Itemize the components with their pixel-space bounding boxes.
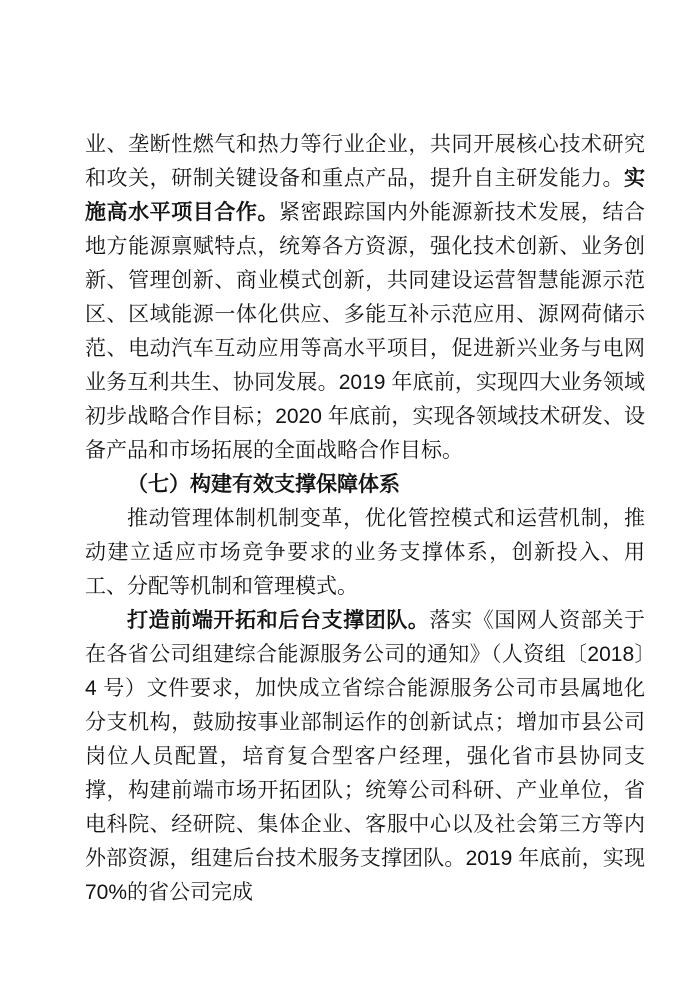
text-run: 落实《国网人资部关于在各省公司组建综合能源服务公司的通知》（人资组〔2018〕4 号）文件要求，加快成立省综合能源服务公司市县属地化分支机构，鼓励按事业部制运作的创新试点；增加市县公司岗位人员配置，培育复合型客户经理，强化省市县协同支撑，构建前端市场开拓团队；统筹公司科研、产业单位，省电科院、经研院、集体企业、客服中心以及社会第三方等内外部资源，组建后台技术服务支撑团队。2019 年底前，实现 70%的省公司完成 <box>85 609 646 904</box>
document-body <box>85 128 645 910</box>
section-heading <box>85 468 645 502</box>
paragraph-teams <box>85 604 645 910</box>
paragraph-continuation <box>85 128 645 468</box>
paragraph-reform <box>85 502 645 604</box>
bold-lead-run: 打造前端开拓和后台支撑团队。 <box>127 609 430 632</box>
text-run: 紧密跟踪国内外能源新技术发展，结合地方能源禀赋特点，统筹各方资源，强化技术创新、业务创新、管理创新、商业模式创新，共同建设运营智慧能源示范区、区域能源一体化供应、多能互补示范应用、源网荷储示范、电动汽车互动应用等高水平项目，促进新兴业务与电网业务互利共生、协同发展。2019 年底前，实现四大业务领域初步战略合作目标；2020 年底前，实现各领域技术研发、设备产品和市场拓展的全面战略合作目标。 <box>85 201 646 462</box>
text-run: 推动管理体制机制变革，优化管控模式和运营机制，推动建立适应市场竞争要求的业务支撑体系，创新投入、用工、分配等机制和管理模式。 <box>85 507 645 598</box>
text-run: 业、垄断性燃气和热力等行业企业，共同开展核心技术研究和攻关，研制关键设备和重点产品，提升自主研发能力。 <box>85 133 645 190</box>
section-heading-text: （七）构建有效支撑保障体系 <box>127 473 400 496</box>
bold-text-run: 实施高水平项目合作。 <box>85 167 645 224</box>
